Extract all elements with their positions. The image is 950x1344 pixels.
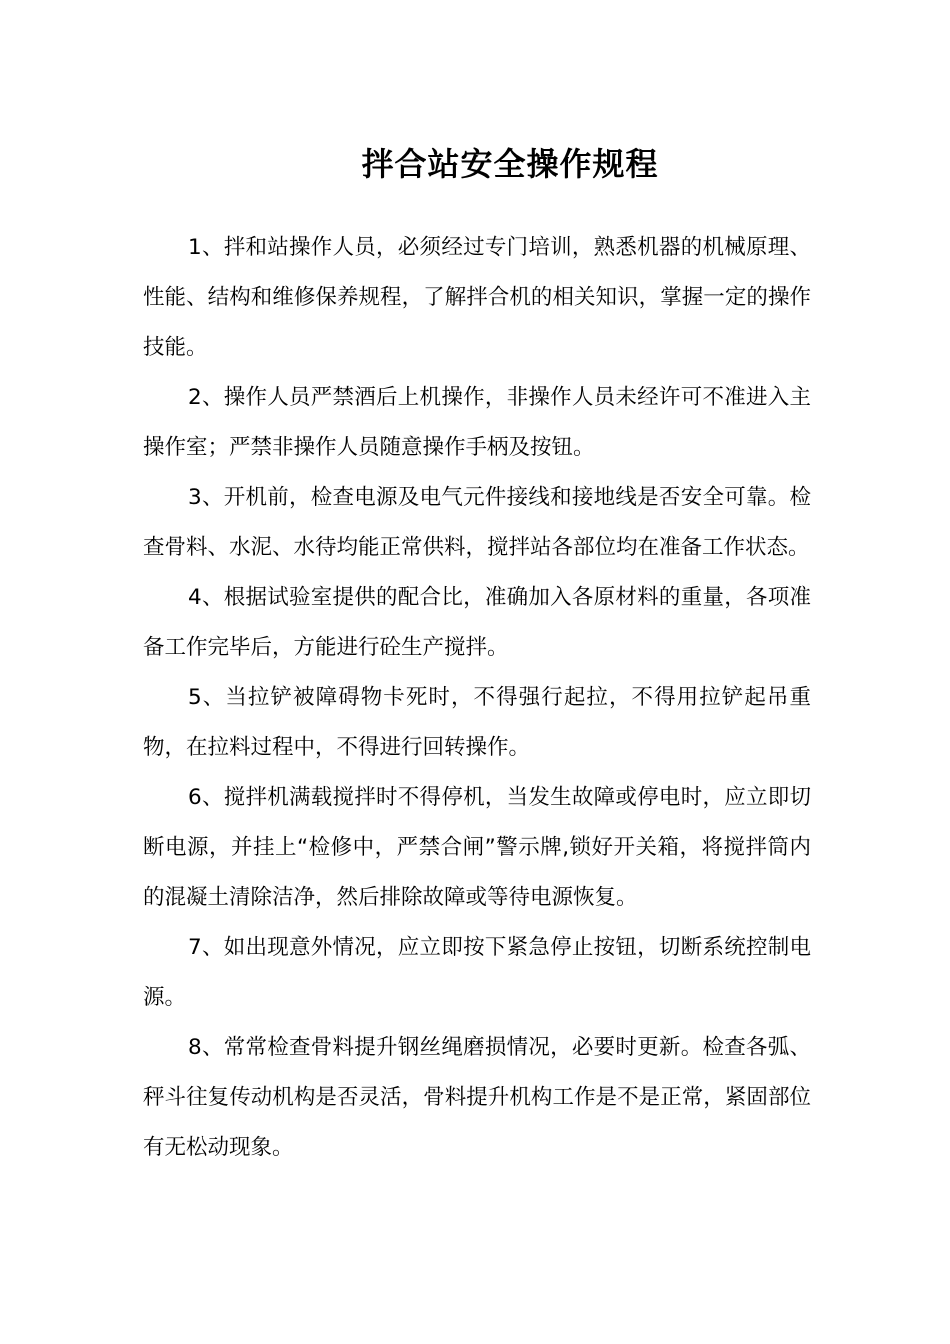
paragraph-3: 3、开机前，检查电源及电气元件接线和接地线是否安全可靠。检查骨料、水泥、水待均能正常供料，搅拌站各部位均在准备工作状态。	[143, 485, 811, 560]
paragraph-4: 4、根据试验室提供的配合比，准确加入各原材料的重量，各项准备工作完毕后，方能进行砼生产搅拌。	[143, 585, 811, 660]
paragraph-7: 7、如出现意外情况，应立即按下紧急停止按钮，切断系统控制电源。	[143, 935, 811, 1010]
paragraph-1: 1、拌和站操作人员，必须经过专门培训，熟悉机器的机械原理、性能、结构和维修保养规程，了解拌合机的相关知识，掌握一定的操作技能。	[143, 235, 811, 360]
document-body	[143, 223, 811, 1173]
paragraph-6: 6、搅拌机满载搅拌时不得停机，当发生故障或停电时，应立即切断电源，并挂上“检修中，严禁合闸”警示牌,锁好开关箱，将搅拌筒内的混凝土清除洁净，然后排除故障或等待电源恢复。	[143, 785, 811, 910]
paragraph-8: 8、常常检查骨料提升钢丝绳磨损情况，必要时更新。检查各弧、秤斗往复传动机构是否灵活，骨料提升机构工作是不是正常，紧固部位有无松动现象。	[143, 1035, 811, 1160]
paragraph-2: 2、操作人员严禁酒后上机操作，非操作人员未经许可不准进入主操作室；严禁非操作人员随意操作手柄及按钮。	[143, 385, 811, 460]
document-title: 拌合站安全操作规程	[361, 145, 659, 183]
paragraph-5: 5、当拉铲被障碍物卡死时，不得强行起拉，不得用拉铲起吊重物，在拉料过程中，不得进行回转操作。	[143, 685, 811, 760]
